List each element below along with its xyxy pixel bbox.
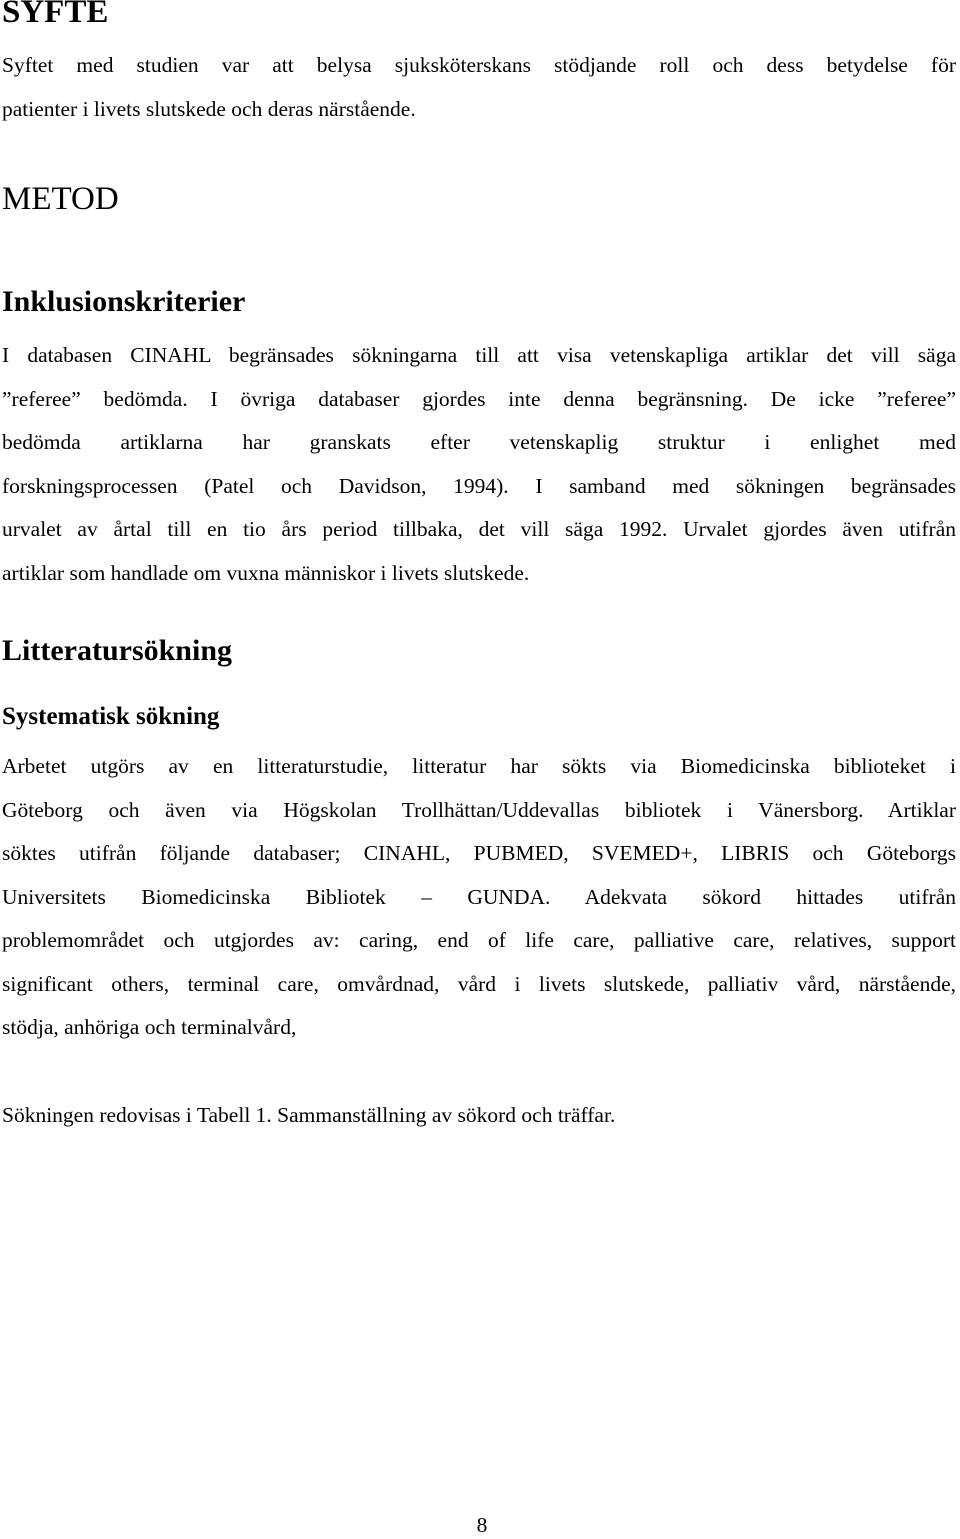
heading-litteratursokning: Litteratursökning — [2, 634, 233, 667]
page-number: 8 — [476, 1513, 488, 1537]
text-line: forskningsprocessen (Patel och Davidson, 1994). I samband med sökningen begränsades — [2, 473, 956, 498]
heading-inklusionskriterier: Inklusionskriterier — [2, 285, 246, 318]
text-line: Syftet med studien var att belysa sjuksköterskans stödjande roll och dess betydelse för — [2, 53, 956, 77]
text-line: artiklar som handlade om vuxna människor i livets slutskede. — [2, 560, 530, 585]
paragraph-inklusionskriterier — [2, 334, 956, 595]
text-line: patienter i livets slutskede och deras närstående. — [2, 96, 416, 121]
text-line: söktes utifrån följande databaser; CINAHL, PUBMED, SVEMED+, LIBRIS och Göteborgs — [2, 841, 956, 865]
text-line: stödja, anhöriga och terminalvård, — [2, 1015, 297, 1039]
text-line: problemområdet och utgjordes av: caring, end of life care, palliative care, relatives, support — [2, 928, 956, 952]
text-line: significant others, terminal care, omvårdnad, vård i livets slutskede, palliativ vård, närstående, — [2, 971, 956, 996]
text-line: Universitets Biomedicinska Bibliotek – GUNDA. Adekvata sökord hittades utifrån — [2, 884, 956, 909]
text-line: I databasen CINAHL begränsades sökningarna till att visa vetenskapliga artiklar det vill säga — [2, 343, 956, 367]
text-line: Arbetet utgörs av en litteraturstudie, litteratur har sökts via Biomedicinska biblioteket i — [2, 754, 956, 778]
text-line: urvalet av årtal till en tio års period tillbaka, det vill säga 1992. Urvalet gjordes även utifrån — [2, 517, 956, 541]
heading-systematisk-sokning: Systematisk sökning — [2, 703, 220, 730]
text-line: ”referee” bedömda. I övriga databaser gjordes inte denna begränsning. De icke ”referee” — [2, 386, 956, 411]
text-line: bedömda artiklarna har granskats efter vetenskaplig struktur i enlighet med — [2, 430, 956, 454]
paragraph-systematisk-sokning — [2, 745, 956, 1050]
heading-metod: METOD — [2, 181, 119, 217]
paragraph-syfte — [2, 44, 956, 131]
heading-syfte: SYFTE — [2, 0, 109, 30]
paragraph-table-reference — [2, 1094, 956, 1138]
text-line: Sökningen redovisas i Tabell 1. Sammanställning av sökord och träffar. — [2, 1103, 616, 1127]
text-line: Göteborg och även via Högskolan Trollhättan/Uddevallas bibliotek i Vänersborg. Artiklar — [2, 797, 956, 822]
